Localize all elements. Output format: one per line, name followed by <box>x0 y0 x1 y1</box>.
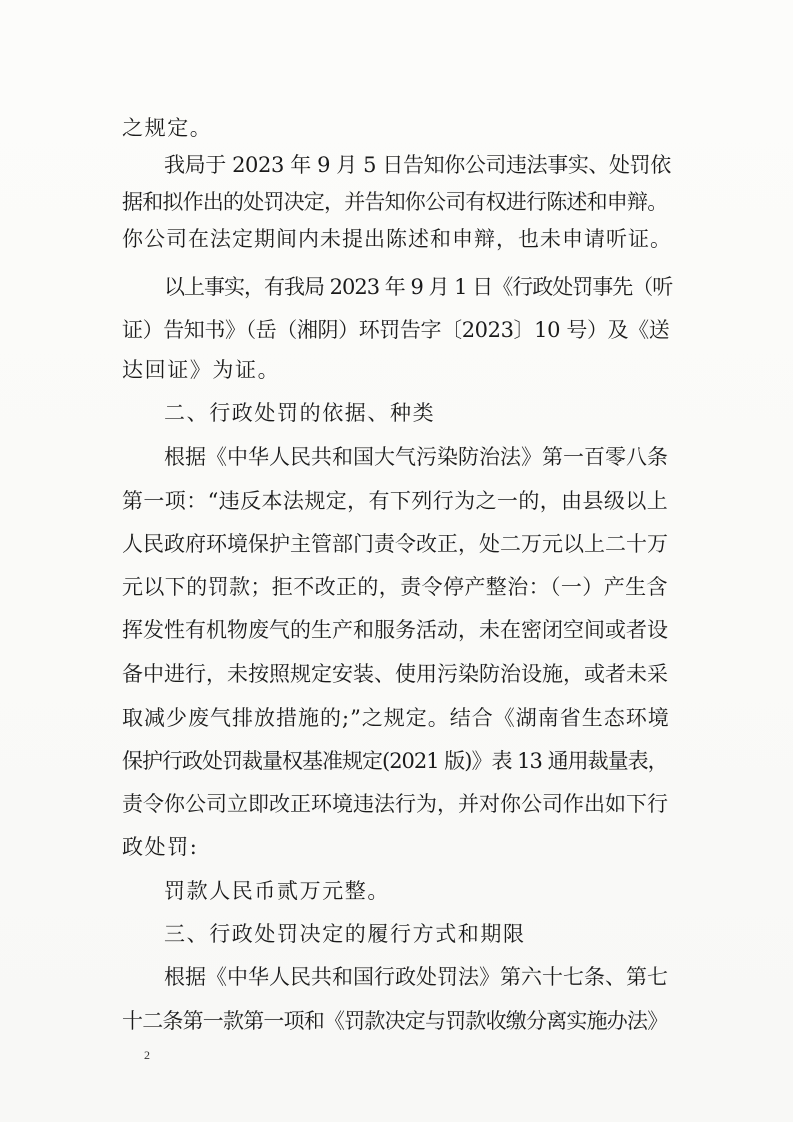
text-line: 证）告知书》（岳（湘阴）环罚告字〔2023〕10 号）及《送 <box>122 318 670 342</box>
text-line: 据和拟作出的处罚决定，并告知你公司有权进行陈述和申辩。 <box>122 190 668 214</box>
text-line: 取减少废气排放措施的;”之规定。结合《湖南省生态环境 <box>122 706 670 730</box>
text-line: 元以下的罚款；拒不改正的，责令停产整治：（一）产生含 <box>122 575 668 599</box>
text-line: 以上事实，有我局 2023 年 9 月 1 日《行政处罚事先（听 <box>164 275 673 299</box>
text-line: 人民政府环境保护主管部门责令改正，处二万元以上二十万 <box>122 532 668 556</box>
text-line: 保护行政处罚裁量权基准规定(2021 版)》表 13 通用裁量表， <box>122 749 668 773</box>
text-line: 根据《中华人民共和国大气污染防治法》第一百零八条 <box>164 445 668 469</box>
text-line: 备中进行，未按照规定安装、使用污染防治设施，或者未采 <box>122 662 668 686</box>
text-line: 根据《中华人民共和国行政处罚法》第六十七条、第七 <box>164 965 668 989</box>
text-line: 之规定。 <box>122 116 213 140</box>
section-heading: 二、行政处罚的依据、种类 <box>164 401 436 425</box>
section-heading: 三、行政处罚决定的履行方式和期限 <box>164 922 526 946</box>
text-line: 十二条第一款第一项和《罚款决定与罚款收缴分离实施办法》 <box>122 1009 668 1033</box>
page-number: 2 <box>144 1048 150 1062</box>
text-line: 我局于 2023 年 9 月 5 日告知你公司违法事实、处罚依 <box>164 153 671 177</box>
text-line: 第一项：“违反本法规定，有下列行为之一的，由县级以上 <box>122 489 669 513</box>
text-line: 罚款人民币贰万元整。 <box>164 879 390 903</box>
text-line: 政处罚: <box>122 835 199 859</box>
text-line: 你公司在法定期间内未提出陈述和申辩，也未申请听证。 <box>122 227 672 251</box>
text-line: 责令你公司立即改正环境违法行为，并对你公司作出如下行 <box>122 792 668 816</box>
text-line: 达回证》为证。 <box>122 358 281 382</box>
text-line: 挥发性有机物废气的生产和服务活动，未在密闭空间或者设 <box>122 618 668 642</box>
